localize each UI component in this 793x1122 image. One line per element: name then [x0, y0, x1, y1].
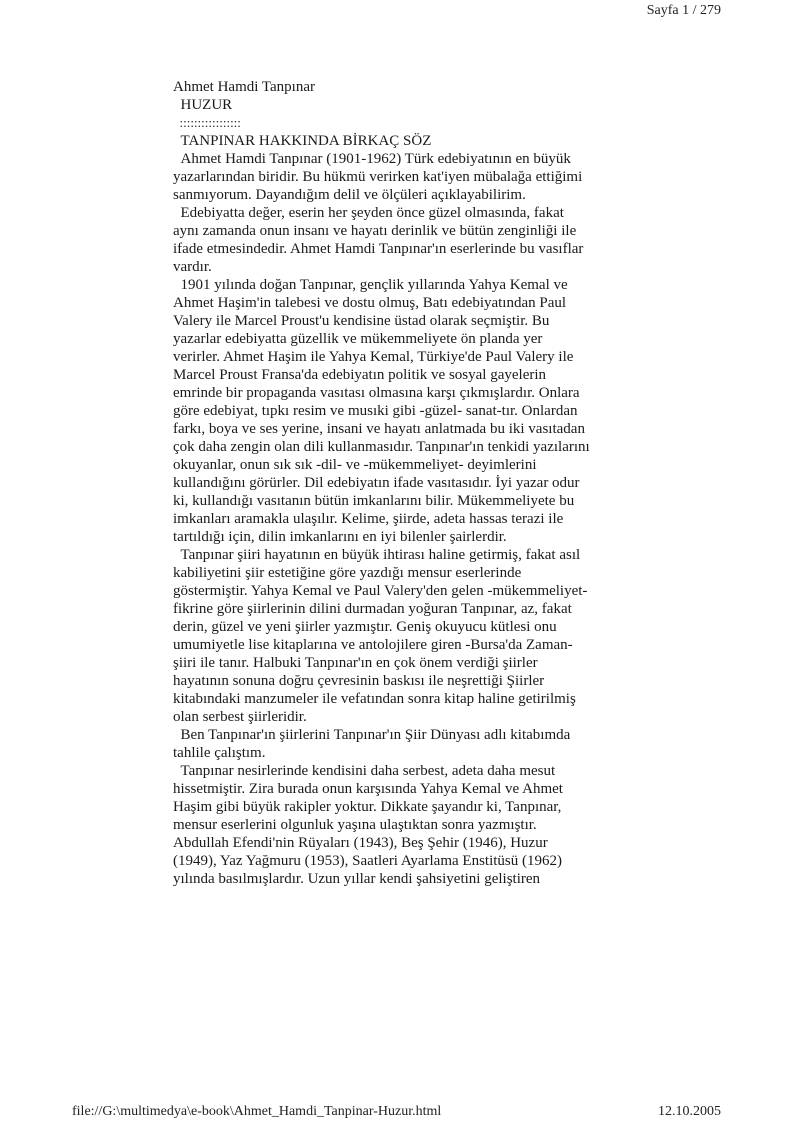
paragraph: 1901 yılında doğan Tanpınar, gençlik yıllarında Yahya Kemal ve Ahmet Haşim'in talebesi ve dostu olmuş, Batı edebiyatından Paul Valery ile Marcel Proust'u kendisine üstad olarak seçmiştir. Bu yazarlar edebiyatta güzellik ve mükemmeliyete ön planda yer verirler. Ahmet Haşim ile Yahya Kemal, Türkiye'de Paul Valery ile Marcel Proust Fransa'da edebiyatın politik ve sosyal gayelerin emrinde bir propaganda vasıtası olmasına karşı çıkmışlardır. Onlara göre edebiyat, tıpkı resim ve musıki gibi -güzel- sanat-tır. Onlardan farkı, boya ve ses yerine, insani ve hayatı anlatmada bu iki vasıtadan çok daha zengin olan dili kullanmasıdır. Tanpınar'ın tenkidi yazılarını okuyanlar, onun sık sık -dil- ve -mükemmeliyet- deyimlerini kullandığını görürler. Dil edebiyatın ifade vasıtasıdır. İyi yazar odur ki, kullandığı vasıtanın bütün imkanlarını bilir. Mükemmeliyete bu imkanları aramakla ulaşılır. Kelime, şiirde, adeta hassas terazi ile tartıldığı için, dilin imkanlarını en iyi bilenler şairlerdir. — [173, 277, 590, 545]
section-heading: TANPINAR HAKKINDA BİRKAÇ SÖZ — [173, 133, 432, 149]
page-indicator: Sayfa 1 / 279 — [646, 3, 721, 18]
separator-line: ::::::::::::::::: — [173, 115, 241, 130]
book-title: HUZUR — [173, 97, 233, 113]
author-name: Ahmet Hamdi Tanpınar — [173, 79, 315, 95]
paragraph: Ahmet Hamdi Tanpınar (1901-1962) Türk edebiyatının en büyük yazarlarından biridir. Bu hükmü verirken kat'iyen mübalağa ettiğimi sanmıyorum. Dayandığım delil ve ölçüleri açıklayabilirim. — [173, 151, 583, 203]
paragraph: Ben Tanpınar'ın şiirlerini Tanpınar'ın Şiir Dünyası adlı kitabımda tahlile çalıştım. — [173, 727, 571, 761]
paragraph: Tanpınar şiiri hayatının en büyük ihtirası haline getirmiş, fakat asıl kabiliyetini şiir estetiğine göre yazdığı mensur eserlerinde göstermiştir. Yahya Kemal ve Paul Valery'den gelen -mükemmeliyet- fikrine göre şiirlerinin dilini durmadan yoğuran Tanpınar, az, fakat derin, güzel ve yeni şiirler yazmıştır. Geniş okuyucu kütlesi onu umumiyetle lise kitaplarına ve antolojilere giren -Bursa'da Zaman- şiiri ile tanır. Halbuki Tanpınar'ın en çok önem verdiği şiirler hayatının sonuna doğru çevresinin baskısı ile neşrettiği Şiirler kitabındaki manzumeler ile vefatından sonra kitap haline getirilmiş olan serbest şiirleridir. — [173, 547, 588, 725]
paragraph: Tanpınar nesirlerinde kendisini daha serbest, adeta daha mesut hissetmiştir. Zira burada onun karşısında Yahya Kemal ve Ahmet Haşim gibi büyük rakipler yoktur. Dikkate şayandır ki, Tanpınar, mensur eserlerini olgunluk yaşına ulaştıktan sonra yazmıştır. Abdullah Efendi'nin Rüyaları (1943), Beş Şehir (1946), Huzur (1949), Yaz Yağmuru (1953), Saatleri Ayarlama Enstitüsü (1962) yılında basılmışlardır. Uzun yıllar kendi şahsiyetini geliştiren — [173, 763, 563, 887]
footer-date: 12.10.2005 — [658, 1104, 721, 1119]
document-body — [173, 78, 633, 888]
paragraph: Edebiyatta değer, eserin her şeyden önce güzel olmasında, fakat aynı zamanda onun insanı ve hayatı derinlik ve bütün zenginliği ile ifade etmesindedir. Ahmet Hamdi Tanpınar'ın eserlerinde bu vasıflar vardır. — [173, 205, 584, 275]
footer-file-path: file://G:\multimedya\e-book\Ahmet_Hamdi_Tanpinar-Huzur.html — [72, 1104, 442, 1119]
